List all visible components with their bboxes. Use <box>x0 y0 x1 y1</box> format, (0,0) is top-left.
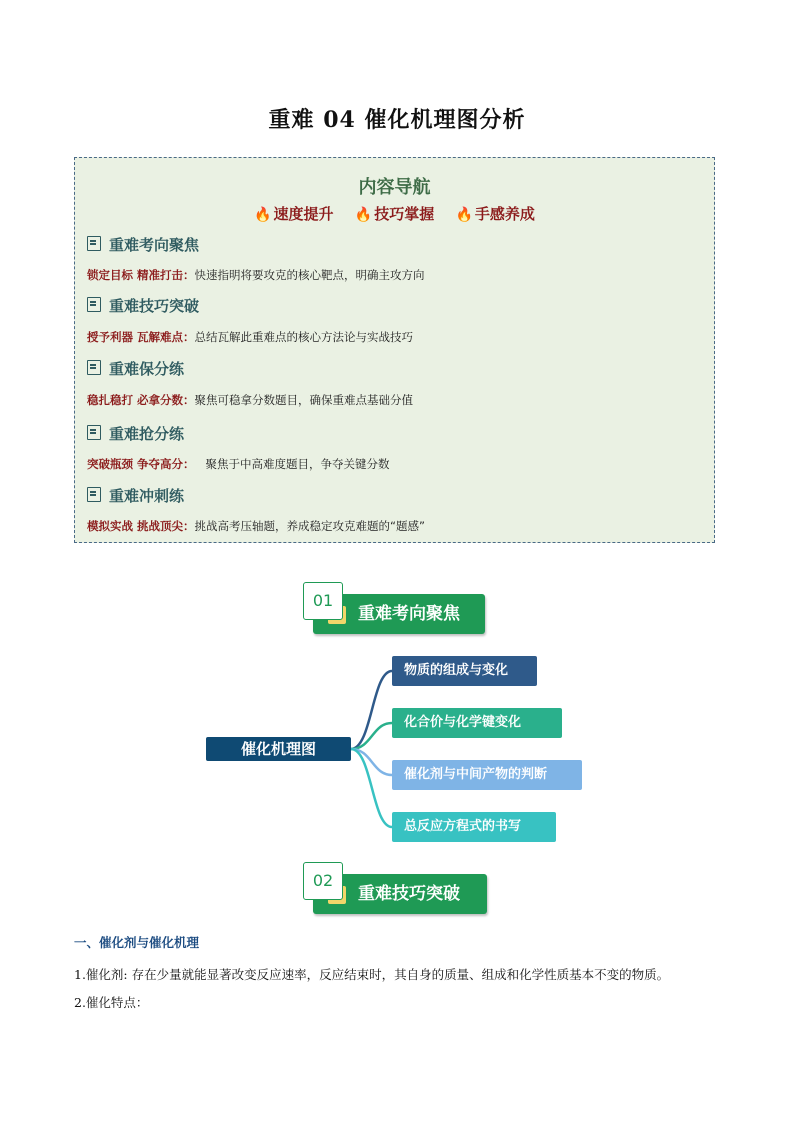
badge-label: 重难技巧突破 <box>313 874 487 914</box>
nav-section-heading: 重难保分练 <box>87 358 184 379</box>
nav-section-desc: 授予利器 瓦解难点：总结瓦解此重难点的核心方法论与实战技巧 <box>87 330 414 344</box>
nav-section-desc: 模拟实战 挑战顶尖：挑战高考压轴题，养成稳定攻克难题的“题感” <box>87 519 425 533</box>
nav-section-heading: 重难技巧突破 <box>87 295 199 316</box>
nav-section-desc: 突破瓶颈 争夺高分： 聚焦于中高难度题目，争夺关键分数 <box>87 457 390 471</box>
mindmap-leaf: 物质的组成与变化 <box>392 656 537 686</box>
badge-number: 01 <box>303 582 343 620</box>
badge-label: 重难考向聚焦 <box>313 594 485 634</box>
paragraph: 2.催化特点： <box>74 995 149 1010</box>
nav-section-heading: 重难冲刺练 <box>87 485 184 506</box>
mindmap-leaf: 总反应方程式的书写 <box>392 812 556 842</box>
mindmap-leaf: 化合价与化学键变化 <box>392 708 562 738</box>
mindmap-root: 催化机理图 <box>206 737 351 761</box>
nav-section-desc: 稳扎稳打 必拿分数：聚焦可稳拿分数题目，确保重难点基础分值 <box>87 393 414 407</box>
nav-section-heading: 重难抢分练 <box>87 423 184 444</box>
nav-tag: 🔥 速度提升 <box>254 205 334 223</box>
flame-icon: 🔥 <box>254 207 272 223</box>
mindmap-leaf: 催化剂与中间产物的判断 <box>392 760 582 790</box>
nav-section-heading: 重难考向聚焦 <box>87 234 199 255</box>
page-title: 重难 04 催化机理图分析 <box>268 107 526 133</box>
nav-tag: 🔥 技巧掌握 <box>354 205 435 223</box>
badge-number: 02 <box>303 862 343 900</box>
flame-icon: 🔥 <box>354 207 373 223</box>
section-heading: 一、催化剂与催化机理 <box>74 935 200 950</box>
nav-section-desc: 锁定目标 精准打击：快速指明将要攻克的核心靶点，明确主攻方向 <box>87 268 425 282</box>
nav-title: 内容导航 <box>358 177 431 198</box>
paragraph: 1.催化剂: 存在少量就能显著改变反应速率，反应结束时，其自身的质量、组成和化学性质基本不变的物质。 <box>74 967 670 982</box>
flame-icon: 🔥 <box>455 207 473 223</box>
nav-tag: 🔥 手感养成 <box>455 205 535 223</box>
